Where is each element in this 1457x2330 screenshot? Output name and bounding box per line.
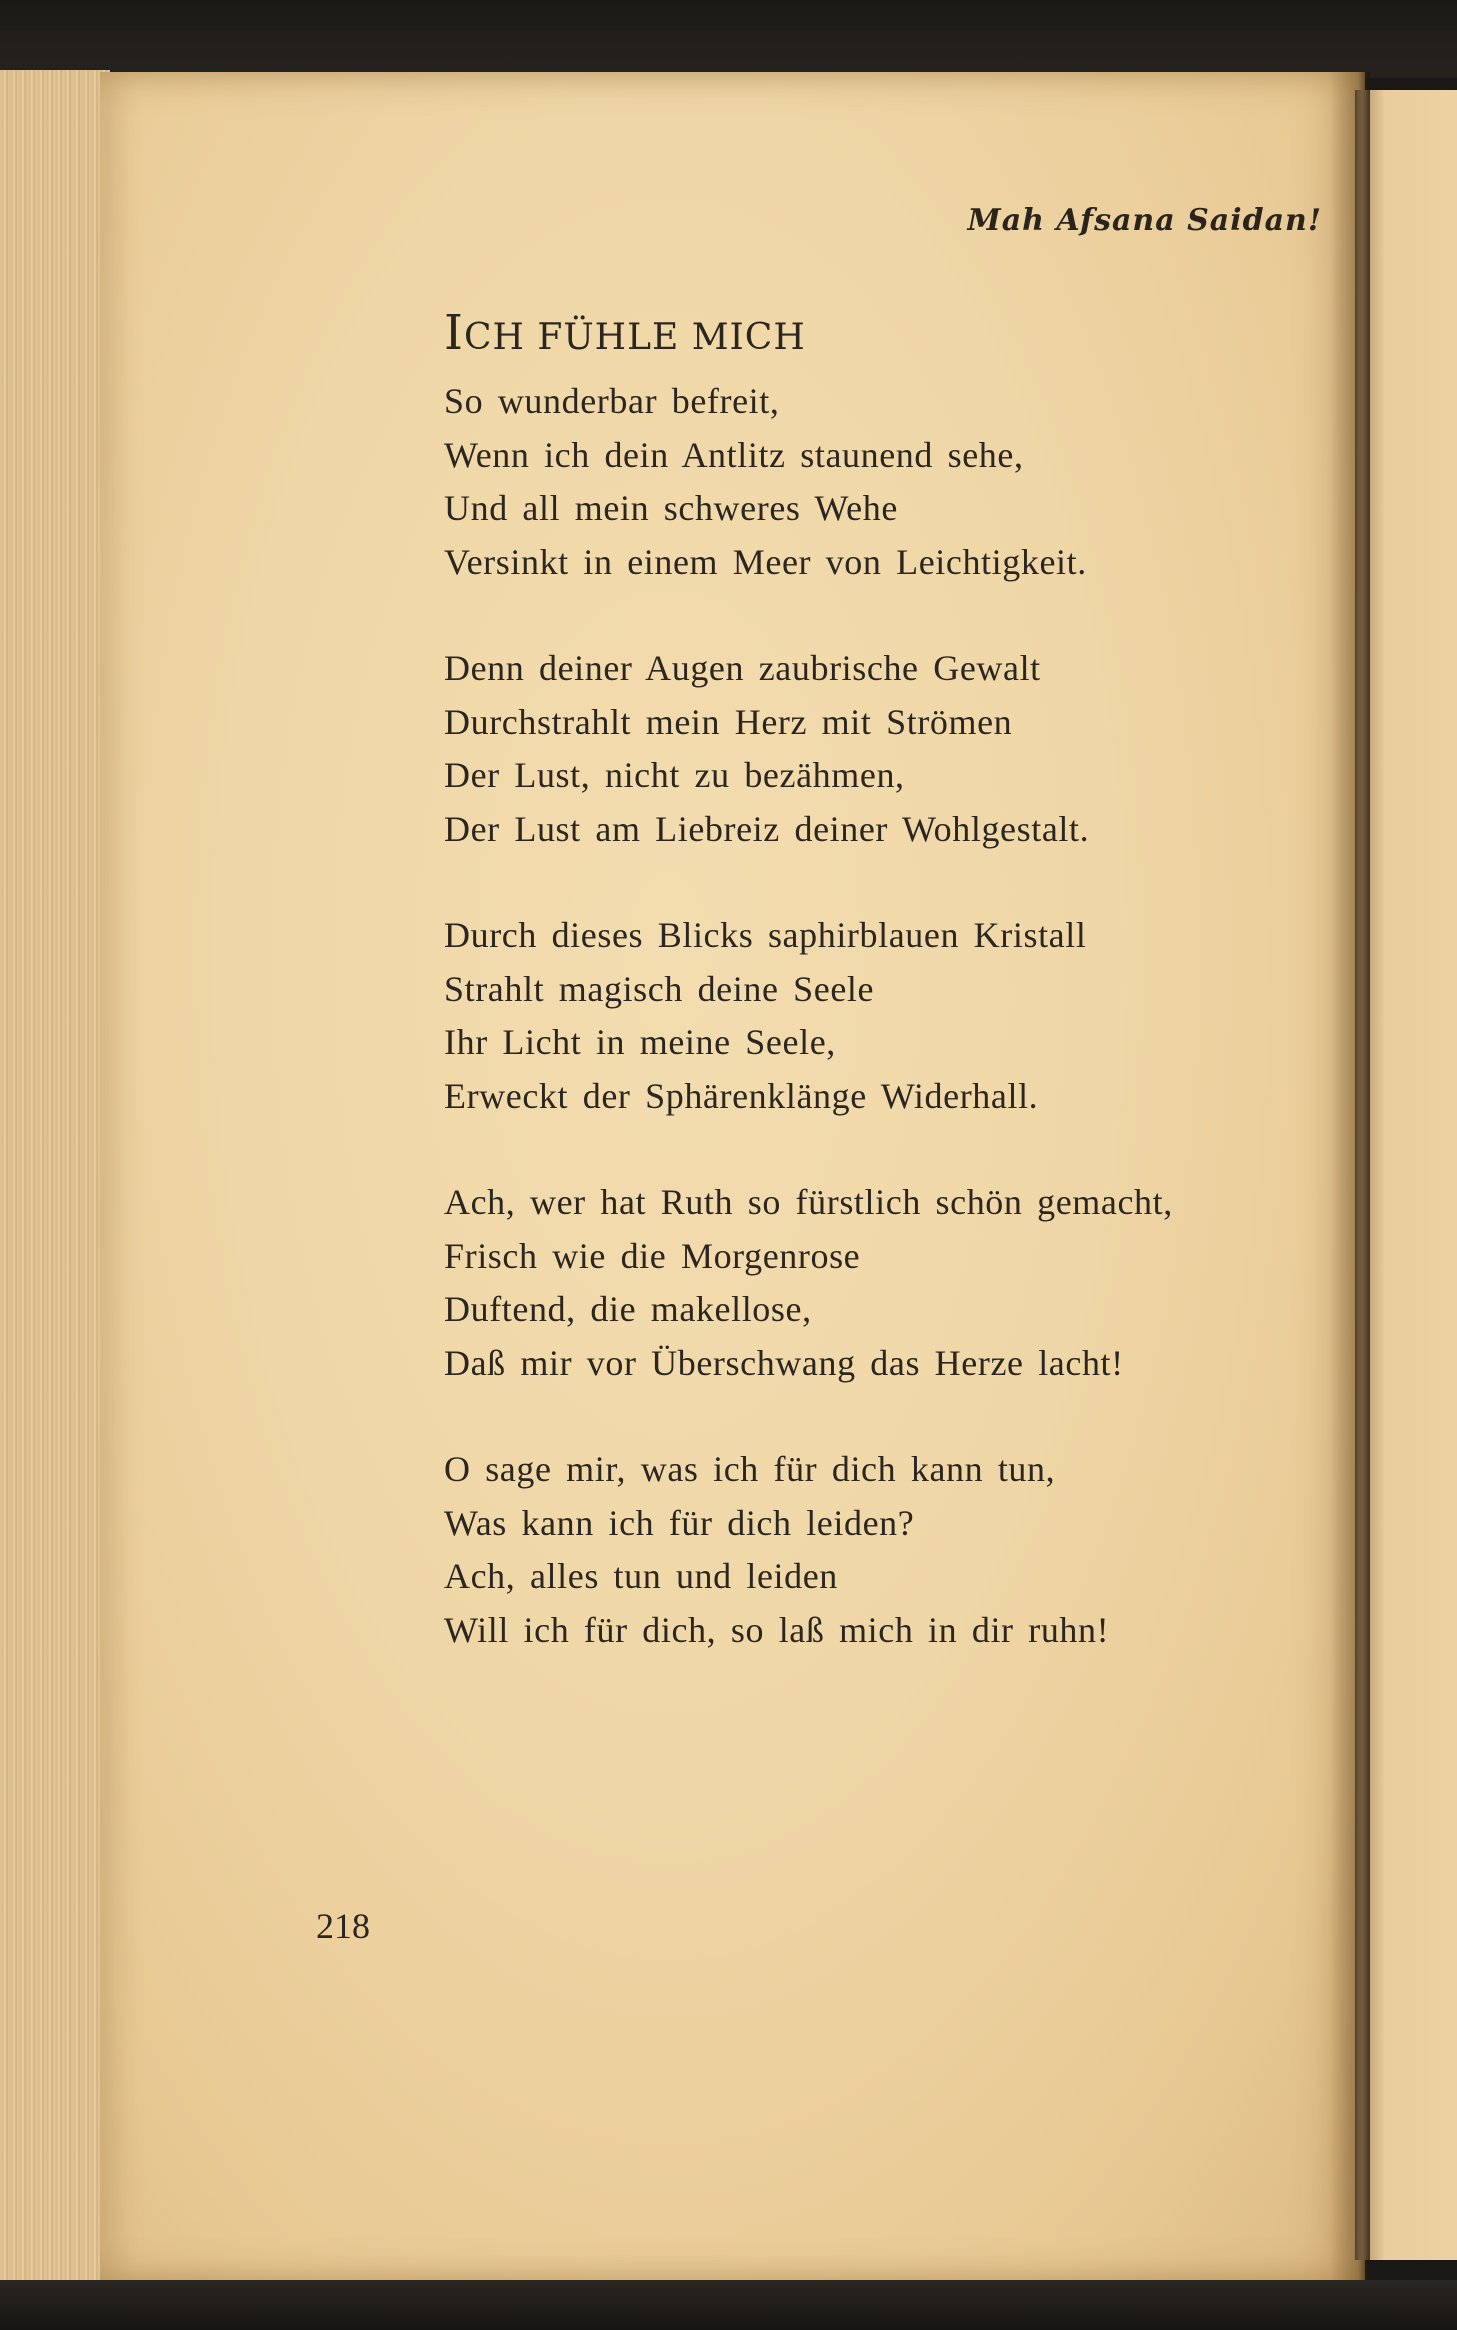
poem [444,296,1324,1710]
poem-line: Wenn ich dein Antlitz staunend sehe, [444,434,1024,475]
poem-line: Erweckt der Sphärenklänge Widerhall. [444,1075,1039,1116]
poem-line: Denn deiner Augen zaubrische Gewalt [444,648,1041,688]
poem-line: So wunderbar befreit, [444,381,780,421]
poem-title [444,296,1324,375]
poem-line: Der Lust am Liebreiz deiner Wohlgestalt. [444,808,1090,849]
poem-line: Durchstrahlt mein Herz mit Strömen [444,701,1013,742]
stanza-4 [444,1176,1324,1390]
poem-line: Der Lust, nicht zu bezähmen, [444,755,905,795]
poem-line: Daß mir vor Überschwang das Herze lacht! [444,1342,1124,1383]
stanza-2 [444,642,1324,856]
stanza-5 [444,1443,1324,1657]
poem-line: Durch dieses Blicks saphirblauen Kristall [444,915,1087,955]
poem-line: Versinkt in einem Meer von Leichtigkeit. [444,541,1087,582]
poem-line: Will ich für dich, so laß mich in dir ruhn! [444,1609,1110,1650]
poem-line: Frisch wie die Morgenrose [444,1235,861,1276]
poem-line: Ach, alles tun und leiden [444,1556,838,1596]
scan-background-top [0,0,1457,78]
poem-line: Ihr Licht in meine Seele, [444,1022,836,1062]
stanza-3 [444,909,1324,1123]
title-initial: I [444,305,464,361]
page-edges [0,70,110,2285]
poem-line: O sage mir, was ich für dich kann tun, [444,1449,1056,1489]
page-number: 218 [316,1906,370,1946]
poem-line: Strahlt magisch deine Seele [444,968,875,1009]
scan-background-bottom [0,2280,1457,2330]
poem-line: Duftend, die makellose, [444,1289,812,1329]
stanza-1 [444,375,1324,589]
gutter-shadow [1330,72,1370,2282]
poem-line: Ach, wer hat Ruth so fürstlich schön gemacht, [444,1182,1173,1222]
facing-page-edge [1355,90,1457,2260]
poem-line: Was kann ich für dich leiden? [444,1502,915,1543]
poem-line: Und all mein schweres Wehe [444,488,898,528]
title-rest: CH FÜHLE MICH [463,317,806,358]
running-head: Mah Afsana Saidan! [967,203,1322,238]
